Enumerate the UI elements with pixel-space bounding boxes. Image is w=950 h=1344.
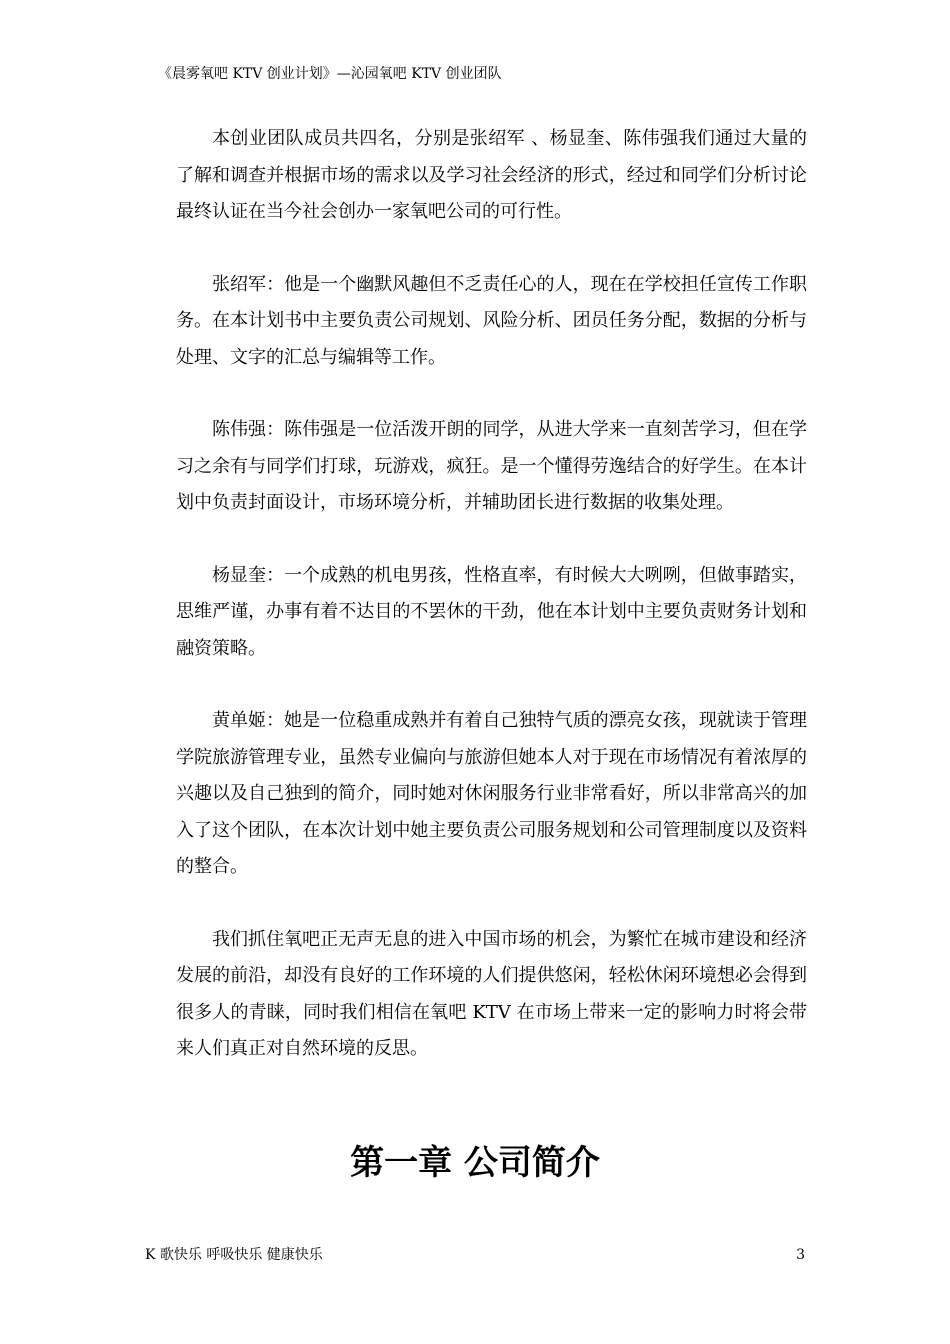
footer-slogan: K 歌快乐 呼吸快乐 健康快乐	[145, 1247, 323, 1263]
paragraph-team-intro: 本创业团队成员共四名，分别是张绍军 、杨显奎、陈伟强我们通过大量的了解和调查并根据市场的需求以及学习社会经济的形式，经过和同学们分析讨论最终认证在当今社会创办一家氧吧公司的可行性。	[176, 128, 807, 222]
page-number: 3	[796, 1247, 805, 1263]
paragraph-huang-danji: 黄单姬：她是一位稳重成熟并有着自己独特气质的漂亮女孩，现就读于管理学院旅游管理专业，虽然专业偏向与旅游但她本人对于现在市场情况有着浓厚的兴趣以及自己独到的简介，同时她对休闲服务行业非常看好，所以非常高兴的加入了这个团队，在本次计划中她主要负责公司服务规划和公司管理制度以及资料的整合。	[176, 710, 807, 877]
document-body	[176, 121, 807, 1104]
paragraph-yang-xiankui: 杨显奎：一个成熟的机电男孩，性格直率，有时候大大咧咧，但做事踏实，思维严谨，办事有着不达目的不罢休的干劲，他在本计划中主要负责财务计划和融资策略。	[176, 564, 807, 659]
page-header: 《晨雾氧吧 KTV 创业计划》—沁园氧吧 KTV 创业团队	[158, 66, 502, 82]
paragraph-chen-weiqiang: 陈伟强：陈伟强是一位活泼开朗的同学，从进大学来一直刻苦学习，但在学习之余有与同学们打球，玩游戏，疯狂。是一个懂得劳逸结合的好学生。在本计划中负责封面设计，市场环境分析，并辅助团长进行数据的收集处理。	[176, 419, 807, 513]
chapter-title: 第一章 公司简介	[350, 1143, 600, 1183]
paragraph-zhang-shaojun: 张绍军：他是一个幽默风趣但不乏责任心的人，现在在学校担任宣传工作职务。在本计划书中主要负责公司规划、风险分析、团员任务分配，数据的分析与处理、文字的汇总与编辑等工作。	[176, 273, 807, 368]
paragraph-conclusion: 我们抓住氧吧正无声无息的进入中国市场的机会，为繁忙在城市建设和经济发展的前沿，却没有良好的工作环境的人们提供悠闲，轻松休闲环境想必会得到很多人的青睐，同时我们相信在氧吧 KTV 在市场上带来一定的影响力时将会带来人们真正对自然环境的反思。	[176, 928, 807, 1059]
